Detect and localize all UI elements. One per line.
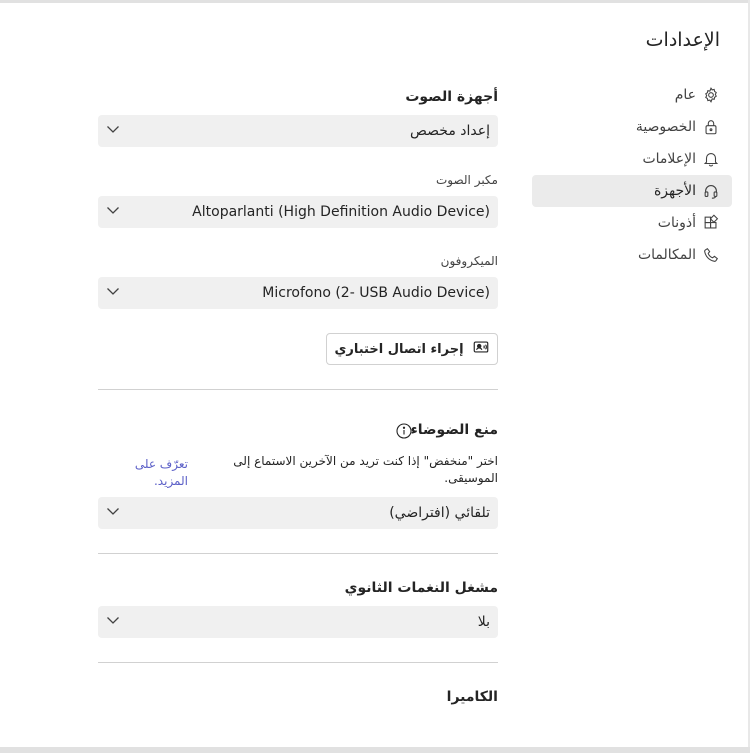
secondary-ringer-dropdown[interactable] xyxy=(98,606,498,638)
chevron-down-icon xyxy=(104,502,122,524)
chevron-down-icon xyxy=(104,282,122,304)
nav-item-label: المكالمات xyxy=(637,247,696,263)
nav-item-calls[interactable] xyxy=(532,239,732,271)
apps-icon xyxy=(702,214,720,232)
bell-icon xyxy=(702,150,720,168)
test-call-label: إجراء اتصال اختباري xyxy=(334,341,464,357)
dropdown-value: بلا xyxy=(477,614,490,630)
section-divider xyxy=(98,662,498,663)
dropdown-value: Microfono (2- USB Audio Device) xyxy=(262,285,490,301)
audio-device-dropdown[interactable] xyxy=(98,115,498,147)
test-call-icon xyxy=(472,338,490,360)
camera-heading: الكاميرا xyxy=(446,689,498,705)
nav-item-label: عام xyxy=(674,87,696,103)
headset-icon xyxy=(702,182,720,200)
secondary-ringer-heading: مشغل النغمات الثانوي xyxy=(344,580,498,596)
chevron-down-icon xyxy=(104,120,122,142)
microphone-label: الميكروفون xyxy=(440,254,498,268)
speaker-dropdown[interactable] xyxy=(98,196,498,228)
nav-item-general[interactable] xyxy=(532,79,732,111)
nav-item-label: الأجهزة xyxy=(653,183,696,199)
chevron-down-icon xyxy=(104,611,122,633)
nav-item-notifications[interactable] xyxy=(532,143,732,175)
phone-icon xyxy=(702,246,720,264)
nav-item-label: الإعلامات xyxy=(642,151,696,167)
nav-item-label: الخصوصية xyxy=(635,119,696,135)
dropdown-value: Altoparlanti (High Definition Audio Device) xyxy=(192,204,490,220)
noise-suppression-dropdown[interactable] xyxy=(98,497,498,529)
section-divider xyxy=(98,389,498,390)
gear-icon xyxy=(702,86,720,104)
settings-nav xyxy=(532,79,732,271)
dropdown-value: إعداد مخصص xyxy=(410,123,490,139)
nav-item-permissions[interactable] xyxy=(532,207,732,239)
nav-item-label: أذونات xyxy=(657,215,696,231)
dropdown-value: تلقائي (افتراضي) xyxy=(389,505,490,521)
chevron-down-icon xyxy=(104,201,122,223)
learn-more-link[interactable]: تعرّف على المزيد. xyxy=(134,457,188,488)
noise-description: اختر "منخفض" إذا كنت تريد من الآخرين الاستماع إلى الموسيقى. xyxy=(233,454,498,485)
nav-item-privacy[interactable] xyxy=(532,111,732,143)
info-icon[interactable] xyxy=(396,423,412,439)
microphone-dropdown[interactable] xyxy=(98,277,498,309)
speaker-label: مكبر الصوت xyxy=(435,173,498,187)
noise-suppression-heading: منع الضوضاء xyxy=(410,422,498,438)
audio-devices-heading: أجهزة الصوت xyxy=(405,89,498,105)
section-divider xyxy=(98,553,498,554)
window-bottom-border xyxy=(0,747,750,753)
test-call-button[interactable] xyxy=(326,333,498,365)
window-top-border xyxy=(0,0,750,3)
lock-icon xyxy=(702,118,720,136)
nav-item-devices[interactable] xyxy=(532,175,732,207)
page-title: الإعدادات xyxy=(645,29,720,51)
